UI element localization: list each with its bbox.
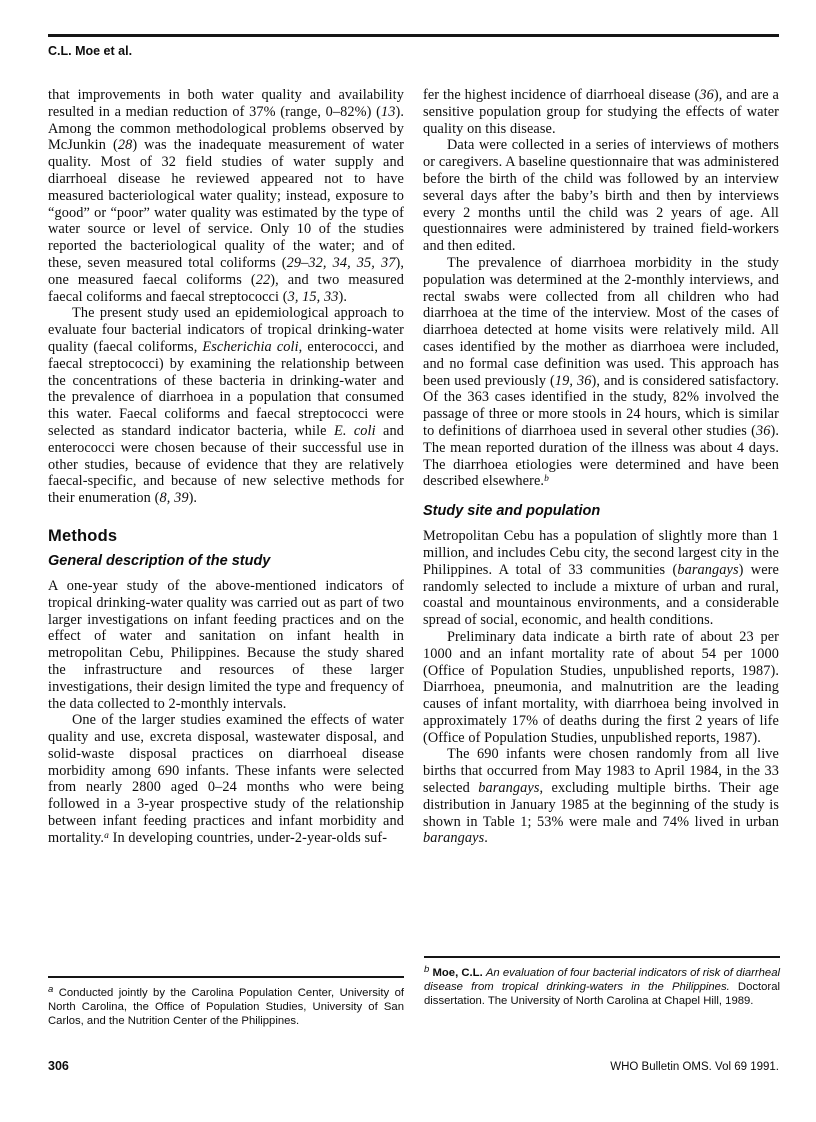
footnote-marker: a bbox=[104, 830, 109, 841]
paragraph bbox=[423, 746, 779, 847]
text-run: ), one measured faecal coliforms ( bbox=[48, 254, 404, 288]
text-run: Metropolitan Cebu has a population of slightly more than 1 million, and includes Cebu city, the second largest city in the Philippines. A total of 33 communities ( bbox=[423, 528, 779, 578]
footnote-a-rule bbox=[48, 976, 404, 978]
paragraph bbox=[48, 578, 404, 712]
italic-run: 36 bbox=[699, 87, 714, 103]
text-run: A one-year study of the above-mentioned indicators of tropical drinking-water quality was carried out as part of two larger investigations on infant feeding practices and on the effect of water and sanitation on infant health in metropolitan Cebu, Philippines. Because the study shared the infrastructure and resources of these larger investigations, their design limited the type and frequency of the data collected to 2-monthly intervals. bbox=[48, 577, 404, 712]
left-column bbox=[48, 87, 404, 847]
page-footer bbox=[48, 1059, 779, 1073]
text-run: ). bbox=[188, 490, 198, 507]
text-run: Doctoral dissertation. The University of North Carolina at Chapel Hill, 1989. bbox=[424, 980, 780, 1008]
text-run: ) was the inadequate measurement of water quality. Most of 32 field studies of water supply and diarrhoeal disease he reviewed appeared not to have measured bacteriological water quality; instead, exposure to “good” or “poor” water quality was estimated by the type of water source or level of service. Only 10 of the studies reported the bacteriological quality of the water; and of these, seven measured total coliforms ( bbox=[48, 137, 404, 271]
paragraph bbox=[48, 87, 404, 305]
footnote-a-text bbox=[48, 983, 404, 1029]
subsection-heading: Study site and population bbox=[423, 503, 601, 520]
text-run: Data were collected in a series of interviews of mothers or caregivers. A baseline questionnaire that was administered before the birth of the child was followed by an interview several days after the baby’s birth and then by interviews every 2 months until the child was 2 years of age. All questionnaires were administered by trained field-workers and then edited. bbox=[423, 137, 779, 255]
text-run: ). Among the common methodological problems observed by McJunkin ( bbox=[48, 103, 404, 154]
page-number: 306 bbox=[48, 1059, 69, 1073]
text-run: ). bbox=[338, 288, 348, 305]
text-run: ), and are a sensitive population group for studying the effects of water quality on this disease. bbox=[423, 87, 779, 137]
paragraph bbox=[423, 87, 779, 137]
paragraph bbox=[48, 305, 404, 507]
italic-run: 29–32, 34, 35, 37 bbox=[286, 254, 396, 271]
text-run: ) were randomly selected to include a mixture of urban and rural, coastal and mountainous environments, and a considerable spread of social, economic, and health conditions. bbox=[423, 561, 779, 629]
footnote-b-rule bbox=[424, 956, 780, 958]
italic-run: An evaluation of four bacterial indicators of risk of diarrheal disease from tropical drinking-waters in the Philippines. bbox=[424, 966, 781, 993]
section-heading: Methods bbox=[48, 526, 118, 545]
italic-run: 28 bbox=[117, 137, 133, 154]
footnote-b-text bbox=[424, 963, 781, 1009]
text-run: ), and is considered satisfactory. Of the 363 cases identified in the study, 82% involved the passage of three or more stools in 24 hours, which is similar to definitions of diarrhoea used in several other studies ( bbox=[423, 372, 779, 439]
paragraph bbox=[423, 137, 779, 255]
footnote-marker: a bbox=[48, 983, 54, 995]
italic-run: E. coli bbox=[333, 422, 376, 439]
italic-run: Escherichia coli bbox=[202, 338, 299, 355]
paragraph bbox=[423, 255, 779, 490]
text-run: ), and two measured faecal coliforms and faecal streptococci ( bbox=[48, 271, 404, 305]
text-run: ). The mean reported duration of the illness was about 4 days. The diarrhoea etiologies were determined and have been described elsewhere. bbox=[423, 422, 779, 490]
text-run: The 690 infants were chosen randomly from all live births that occurred from May 1983 to April 1984, in the 33 selected bbox=[423, 746, 779, 797]
two-column-body bbox=[48, 87, 779, 847]
text-run: The present study used an epidemiological approach to evaluate four bacterial indicators of tropical drinking-water quality (faecal coliforms, bbox=[48, 305, 404, 355]
italic-run: 19, 36 bbox=[554, 372, 592, 389]
text-run: that improvements in both water quality and availability resulted in a median reduction of 37% (range, 0–82%) ( bbox=[48, 87, 404, 120]
text-run: One of the larger studies examined the effects of water quality and use, excreta disposal, wastewater disposal, and solid-waste disposal practices on diarrhoeal disease morbidity among 690 infants. These infants were selected from nearly 2800 aged 0–24 months who were being followed in a 3-year prospective study of the relationship between infant feeding practices and infant morbidity and mortality. bbox=[48, 712, 404, 846]
italic-run: 3, 15, 33 bbox=[287, 288, 339, 305]
italic-run: barangays bbox=[423, 830, 485, 847]
paragraph bbox=[423, 629, 779, 747]
header-rule bbox=[48, 34, 779, 37]
text-run: fer the highest incidence of diarrhoeal disease ( bbox=[423, 87, 700, 103]
text-run: Preliminary data indicate a birth rate of about 23 per 1000 and an infant mortality rate of about 54 per 1000 (Office of Population Studies, unpublished reports, 1987). Diarrhoea, pneumonia, and malnutrition are the leading causes of infant mortality, with diarrhoea being involved in approximately 17% of deaths during the first 2 years of life (Office of Population Studies, unpublished reports, 1987). bbox=[423, 628, 779, 746]
journal-reference: WHO Bulletin OMS. Vol 69 1991. bbox=[610, 1061, 779, 1073]
text-run: . bbox=[484, 830, 488, 847]
text-run: Moe, C.L. bbox=[432, 966, 483, 979]
footnote-b bbox=[424, 956, 780, 1009]
italic-run: 22 bbox=[255, 271, 271, 288]
italic-run: 8, 39 bbox=[159, 490, 189, 507]
text-run: , enterococci, and faecal streptococci) by examining the relationship between the concentrations of these bacteria in drinking-water and the prevalence of diarrhoea in a population that consumed this water. Faecal coliforms and faecal streptococci were selected as standard indicator bacteria, while bbox=[48, 338, 404, 439]
subsection-heading: General description of the study bbox=[48, 552, 271, 569]
paragraph bbox=[48, 712, 404, 846]
right-column bbox=[423, 87, 779, 847]
italic-run: 13 bbox=[380, 103, 396, 120]
text-run: In developing countries, under-2-year-olds suf- bbox=[108, 829, 388, 846]
footnote-marker: b bbox=[424, 963, 430, 975]
text-run: Conducted jointly by the Carolina Population Center, University of North Carolina, the Office of Population Studies, University of San Carlos, and the Nutrition Center of the Philippines. bbox=[48, 986, 404, 1028]
text-run: The prevalence of diarrhoea morbidity in the study population was determined at the 2-monthly interviews, and rectal swabs were collected from all children who had diarrhoea at the time of the interview. Most of the cases of diarrhoea detected at home visits were relatively mild. All cases identified by the mother as diarrhoea were included, and no formal case definition was used. This approach has been used previously ( bbox=[423, 254, 779, 389]
footnote-a bbox=[48, 976, 404, 1029]
italic-run: barangays bbox=[677, 561, 739, 578]
text-run: , excluding multiple births. Their age distribution in January 1985 at the beginning of the study is shown in Table 1; 53% were male and 74% lived in urban bbox=[423, 780, 779, 830]
italic-run: 36 bbox=[755, 422, 771, 439]
italic-run: barangays bbox=[478, 780, 540, 797]
paragraph bbox=[423, 528, 779, 629]
footnote-marker: b bbox=[544, 474, 549, 485]
running-head: C.L. Moe et al. bbox=[48, 44, 133, 58]
text-run: and enterococci were chosen because of their successful use in other studies, because of evidence that they are relatively faecal-specific, and because of new selective methods for their enumeration ( bbox=[48, 422, 404, 507]
